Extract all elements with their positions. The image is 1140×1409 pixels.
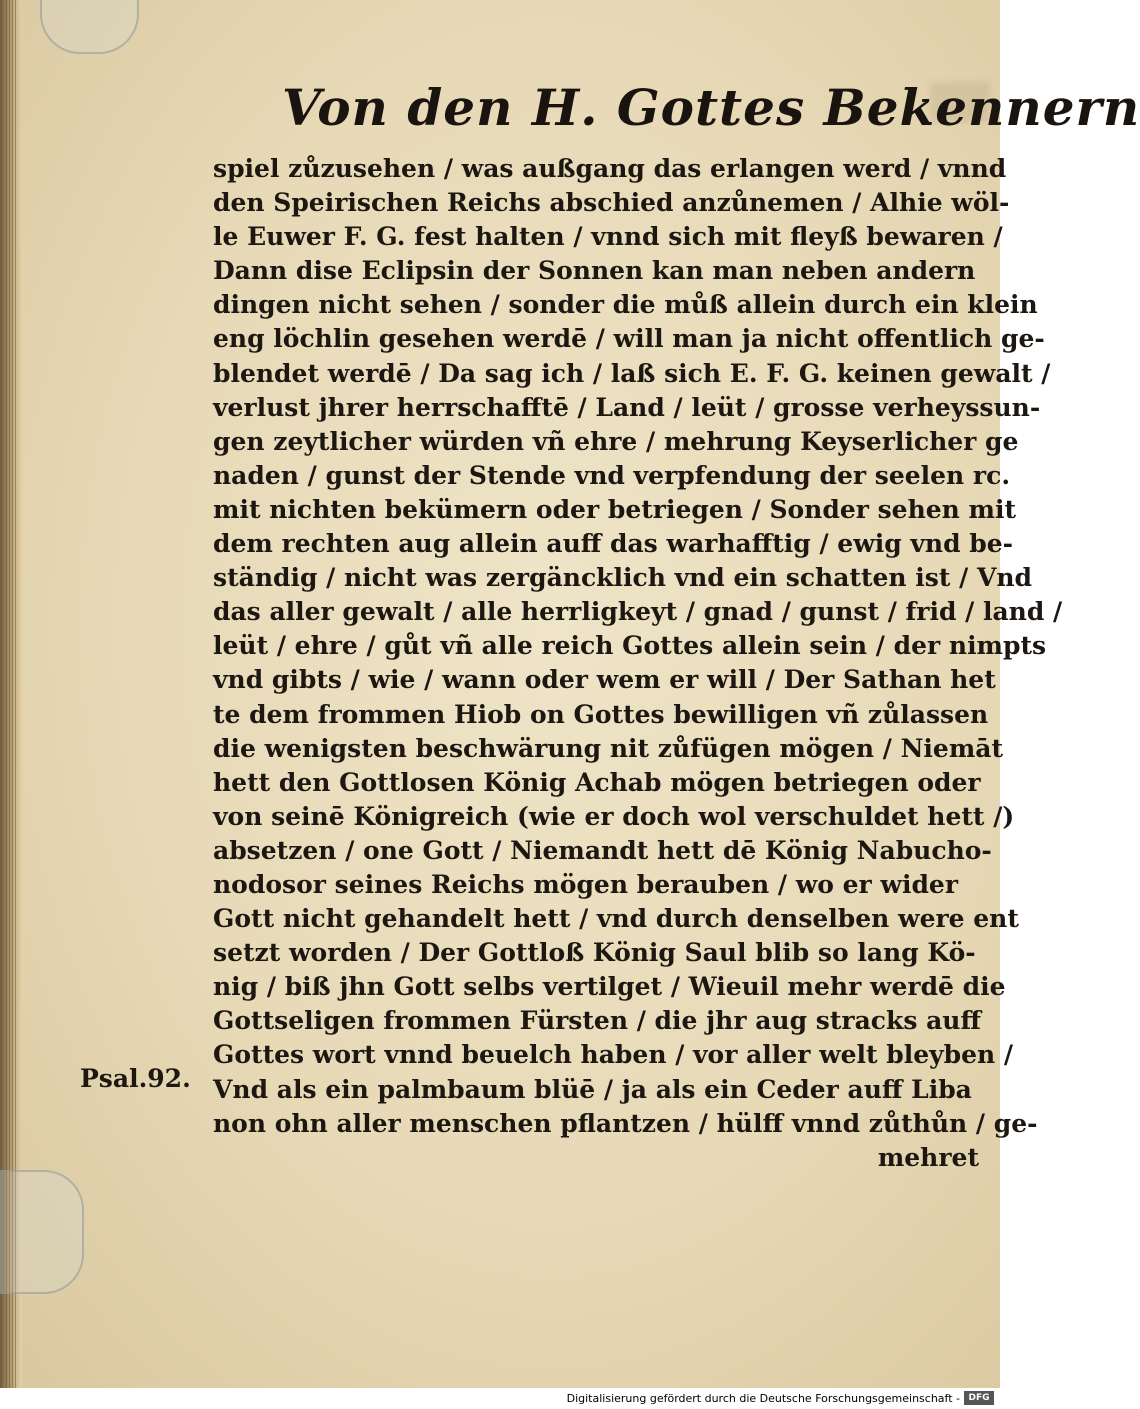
dfg-logo: DFG	[964, 1391, 994, 1405]
page-clip-bottom	[0, 1170, 84, 1294]
page-clip-top	[40, 0, 139, 54]
text-line: dem rechten aug allein auff das warhafftig / ewig vnd be-	[213, 529, 1014, 559]
text-line: non ohn aller menschen pflantzen / hülff vnnd zůthůn / ge-	[213, 1108, 1038, 1138]
text-line: von seinē Königreich (wie er doch wol verschuldet hett /)	[213, 801, 1015, 831]
funding-credit: Digitalisierung gefördert durch die Deutsche Forschungsgemeinschaft -	[566, 1392, 960, 1405]
text-line: ständig / nicht was zergäncklich vnd ein schatten ist / Vnd	[213, 563, 1033, 593]
text-line: blendet werdē / Da sag ich / laß sich E. F. G. keinen gewalt /	[213, 358, 1051, 388]
text-line: den Speirischen Reichs abschied anzůnemen / Alhie wöl-	[213, 188, 1010, 218]
text-line: Gottes wort vnnd beuelch haben / vor aller welt bleyben /	[213, 1040, 1014, 1070]
catchword: mehret	[877, 1142, 979, 1172]
text-line: dingen nicht sehen / sonder die můß allein durch ein klein	[213, 290, 1038, 320]
text-line: spiel zůzusehen / was außgang das erlangen werd / vnnd	[213, 154, 1007, 183]
text-line: Gott nicht gehandelt hett / vnd durch denselben were ent	[213, 904, 1019, 934]
text-line: das aller gewalt / alle herrligkeyt / gnad / gunst / frid / land /	[213, 597, 1063, 627]
footer-bar	[0, 1388, 1000, 1409]
text-line: Gottseligen frommen Fürsten / die jhr aug stracks auff	[213, 1006, 982, 1036]
text-line: Vnd als ein palmbaum blüē / ja als ein Ceder auff Liba	[213, 1074, 972, 1104]
text-line: te dem frommen Hiob on Gottes bewilligen vñ zůlassen	[213, 699, 989, 729]
body-text	[213, 152, 1063, 1175]
text-line: naden / gunst der Stende vnd verpfendung der seelen rc.	[213, 460, 1011, 490]
text-line: absetzen / one Gott / Niemandt hett dē König Nabucho-	[213, 835, 992, 865]
text-line: eng löchlin gesehen werdē / will man ja nicht offentlich ge-	[213, 324, 1045, 354]
text-line: verlust jhrer herrschafftē / Land / leüt / grosse verheyssun-	[213, 392, 1041, 422]
text-line: die wenigsten beschwärung nit zůfügen mögen / Niemāt	[213, 733, 1004, 763]
running-header: Von den H. Gottes Bekennern	[282, 78, 1140, 137]
text-line: nig / biß jhn Gott selbs vertilget / Wieuil mehr werdē die	[213, 972, 1006, 1002]
text-line: gen zeytlicher würden vñ ehre / mehrung Keyserlicher ge	[213, 426, 1019, 456]
show-through-ink	[120, 82, 230, 122]
text-line: setzt worden / Der Gottloß König Saul blib so lang Kö-	[213, 938, 976, 968]
text-line: vnd gibts / wie / wann oder wem er will / Der Sathan het	[213, 665, 996, 695]
text-line: nodosor seines Reichs mögen berauben / wo er wider	[213, 869, 959, 899]
text-line: le Euwer F. G. fest halten / vnnd sich mit fleyß bewaren /	[213, 222, 1003, 252]
text-line: mit nichten bekümern oder betriegen / Sonder sehen mit	[213, 494, 1017, 524]
marginal-note: Psal.92.	[80, 1064, 191, 1093]
text-line: Dann dise Eclipsin der Sonnen kan man neben andern	[213, 256, 976, 286]
text-line: leüt / ehre / gůt vñ alle reich Gottes allein sein / der nimpts	[213, 631, 1047, 661]
text-line: hett den Gottlosen König Achab mögen betriegen oder	[213, 767, 981, 797]
